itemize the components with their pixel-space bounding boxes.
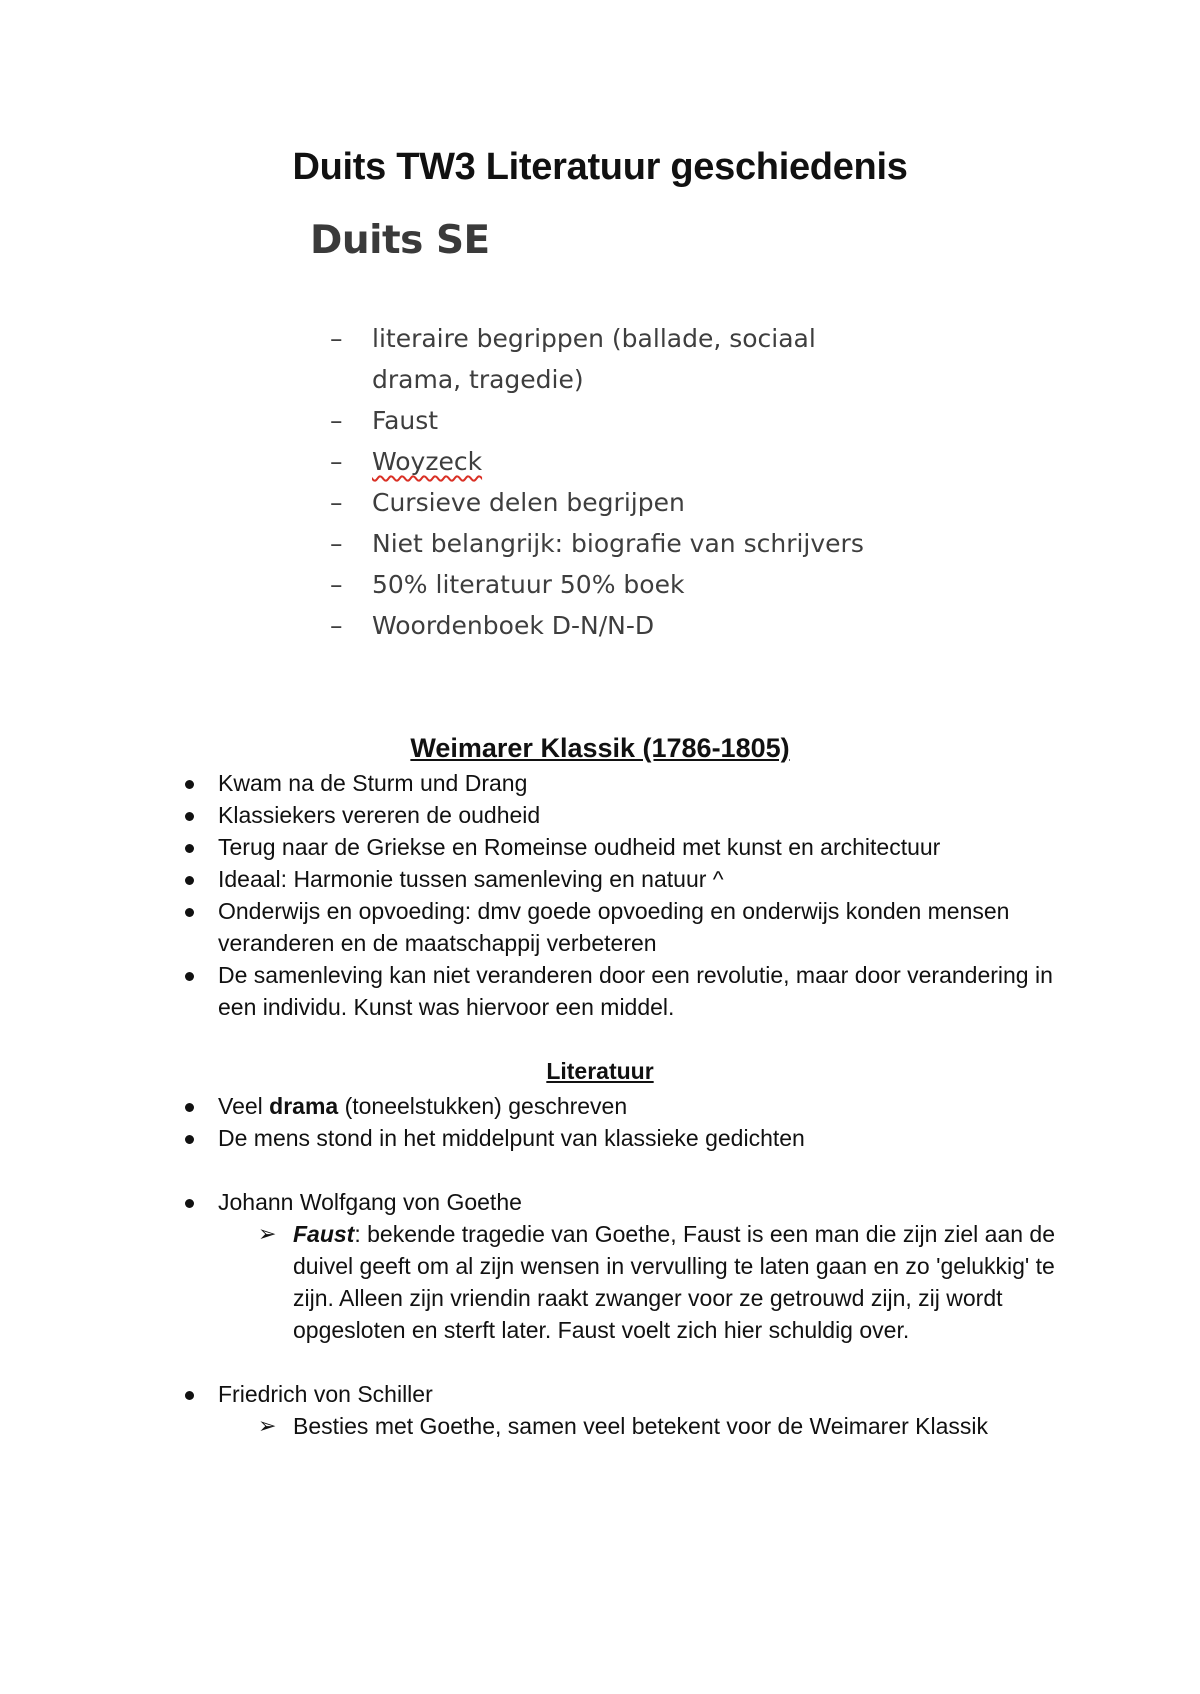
- list-item-schiller: [183, 1378, 1083, 1442]
- list-item: Ideaal: Harmonie tussen samenleving en natuur ^: [183, 863, 1083, 895]
- duits-se-screenshot: [300, 210, 940, 650]
- literatuur-bullet-list: [183, 1090, 1083, 1442]
- list-item: De samenleving kan niet veranderen door een revolutie, maar door verandering in een individu. Kunst was hiervoor een middel.: [183, 959, 1083, 1023]
- arrow-icon: ➢: [258, 1221, 277, 1246]
- list-item: Klassiekers vereren de oudheid: [183, 799, 1083, 831]
- spacer: [183, 1346, 1083, 1378]
- se-item: – Niet belangrijk: biografie van schrijvers: [330, 523, 864, 564]
- document-title: Duits TW3 Literatuur geschiedenis: [292, 146, 908, 188]
- literatuur-heading: Literatuur: [546, 1058, 654, 1084]
- goethe-sublist: [218, 1218, 1083, 1346]
- list-item-goethe: [183, 1186, 1083, 1346]
- dash-marker: –: [330, 324, 343, 353]
- dash-marker: –: [330, 447, 343, 476]
- bullet-icon: [185, 780, 194, 789]
- work-title: Faust: [293, 1221, 355, 1247]
- weimarer-klassik-heading: Weimarer Klassik (1786-1805): [410, 733, 790, 763]
- bullet-icon: [185, 844, 194, 853]
- author-name: Johann Wolfgang von Goethe: [218, 1189, 522, 1215]
- weimarer-bullet-list: [183, 767, 1083, 1023]
- bullet-icon: [185, 908, 194, 917]
- dash-marker: –: [330, 611, 343, 640]
- list-item: De mens stond in het middelpunt van klassieke gedichten: [183, 1122, 1083, 1154]
- bullet-icon: [185, 876, 194, 885]
- se-item: – 50% literatuur 50% boek: [330, 564, 864, 605]
- arrow-icon: ➢: [258, 1413, 277, 1438]
- bold-term: drama: [269, 1093, 339, 1119]
- list-item: Terug naar de Griekse en Romeinse oudheid met kunst en architectuur: [183, 831, 1083, 863]
- bullet-icon: [185, 1135, 194, 1144]
- dash-marker: –: [330, 529, 343, 558]
- misspelled-word: Woyzeck: [372, 447, 483, 476]
- dash-marker: –: [330, 406, 343, 435]
- dash-marker: –: [330, 488, 343, 517]
- se-item: [330, 441, 864, 482]
- sub-list-item: ➢ Besties met Goethe, samen veel betekent voor de Weimarer Klassik: [258, 1410, 1083, 1442]
- se-item: – Cursieve delen begrijpen: [330, 482, 864, 523]
- bullet-icon: [185, 1199, 194, 1208]
- bullet-icon: [185, 972, 194, 981]
- se-item: – Faust: [330, 400, 864, 441]
- bullet-icon: [185, 1103, 194, 1112]
- se-item: – Woordenboek D-N/N-D: [330, 605, 864, 646]
- se-item: – literaire begrippen (ballade, sociaal: [330, 318, 864, 359]
- list-item: Onderwijs en opvoeding: dmv goede opvoeding en onderwijs konden mensen veranderen en de maatschappij verbeteren: [183, 895, 1083, 959]
- dash-marker: –: [330, 570, 343, 599]
- se-item-continuation: drama, tragedie): [372, 365, 584, 394]
- se-list: [330, 318, 864, 646]
- bullet-icon: [185, 812, 194, 821]
- bullet-icon: [185, 1391, 194, 1400]
- list-item: Veel drama (toneelstukken) geschreven: [183, 1090, 1083, 1122]
- sub-list-item: ➢ Faust: bekende tragedie van Goethe, Faust is een man die zijn ziel aan de duivel geeft om al zijn wensen in vervulling te laten gaan en zo 'gelukkig' te zijn. Alleen zijn vriendin raakt zwanger voor ze getrouwd zijn, zij wordt opgesloten en sterft later. Faust voelt zich hier schuldig over.: [258, 1218, 1083, 1346]
- spacer: [183, 1154, 1083, 1186]
- list-item: Kwam na de Sturm und Drang: [183, 767, 1083, 799]
- se-heading: Duits SE: [310, 218, 490, 263]
- author-name: Friedrich von Schiller: [218, 1381, 433, 1407]
- schiller-sublist: [218, 1410, 1083, 1442]
